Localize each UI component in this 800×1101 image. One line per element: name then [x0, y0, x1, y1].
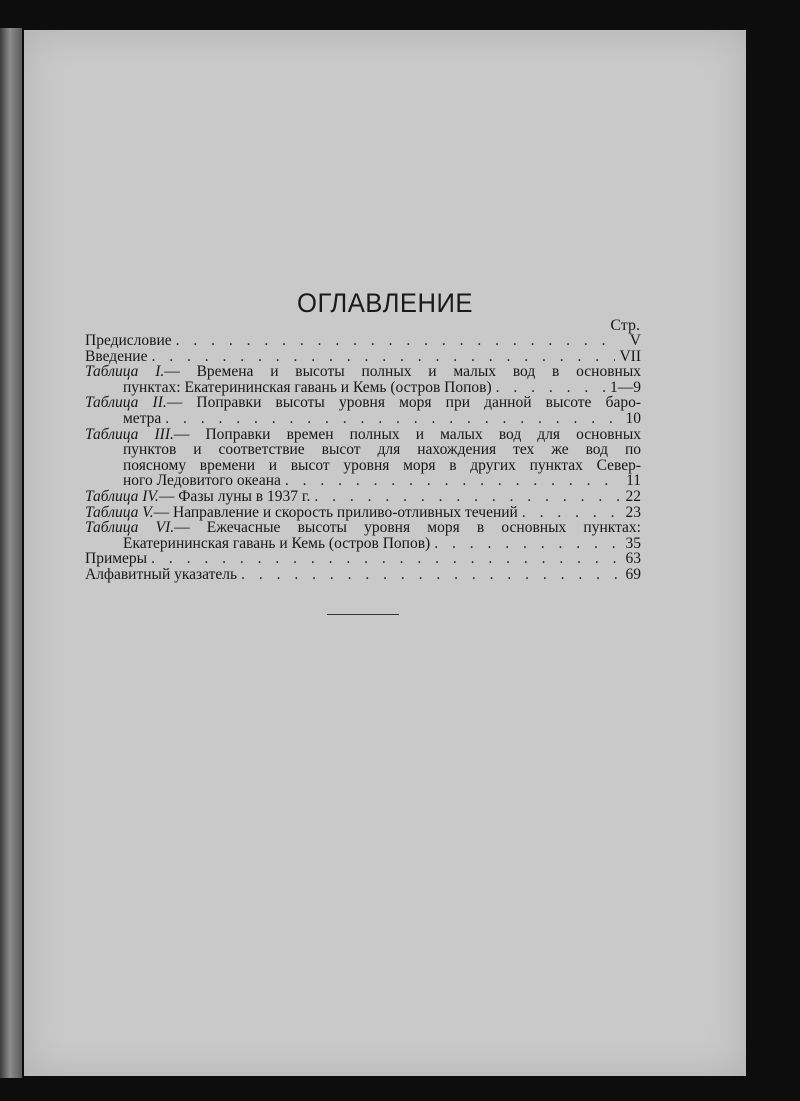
toc-entry-page: 23: [625, 503, 641, 521]
toc-entry: [85, 489, 641, 505]
toc-entry-line: поясному времени и высот уровня моря в других пунктах Север-: [123, 456, 641, 474]
toc-entry-text: Екатерининская гавань и Кемь (остров Попов): [123, 534, 431, 552]
leader-dots: [176, 333, 619, 349]
toc-entry-text: — Времена и высоты полных и малых вод в основных: [164, 363, 641, 381]
toc-entry-text: Примеры: [85, 550, 148, 568]
toc-entry-line: [85, 411, 641, 427]
leader-dots: [522, 505, 619, 521]
leader-dots: [241, 567, 619, 583]
leader-dots: [285, 473, 619, 489]
leader-dots: [434, 536, 619, 552]
toc-entry: [85, 551, 641, 567]
leader-dots: [314, 489, 619, 505]
toc-entry-label: Таблица III.: [85, 425, 174, 443]
toc-entry: [85, 349, 641, 365]
toc-entry: [85, 505, 641, 521]
book-spine: [0, 28, 22, 1078]
toc-entry-line: [85, 473, 641, 489]
toc-entry-text: — Поправки времен полных и малых вод для основных: [173, 425, 641, 443]
toc-entry-text: Предисловие: [85, 332, 172, 349]
toc-entry-line: [85, 380, 641, 396]
toc-entry-text: — Фазы луны в 1937 г.: [158, 487, 311, 505]
toc-entry-heading: [85, 505, 518, 521]
leader-dots: [496, 380, 606, 396]
toc-entry-page: VII: [619, 347, 641, 365]
toc-entry-text: Введение: [85, 347, 148, 365]
toc-entry-page: 63: [625, 550, 641, 568]
toc-entry-page: 11: [626, 472, 641, 490]
toc-entry-text: ного Ледовитого океана: [123, 472, 281, 490]
toc-entry-label: Таблица I.: [85, 363, 165, 381]
toc-entry-text: пунктах: Екатерининская гавань и Кемь (остров Попов): [123, 378, 492, 396]
toc-entry-page: 10: [625, 409, 641, 427]
leader-dots: [151, 551, 619, 567]
toc-entry-label: Таблица VI.: [85, 519, 175, 537]
toc-entry: [85, 427, 641, 489]
toc-entry-page: 35: [625, 534, 641, 552]
toc-entry-line: пунктов и соответствие высот для нахождения тех же вод по: [123, 441, 641, 459]
toc-entry: [85, 395, 641, 426]
leader-dots: [151, 349, 615, 365]
toc-entry-page: 1—9: [610, 378, 641, 396]
toc-entry-line: [85, 364, 641, 380]
leader-dots: [165, 411, 619, 427]
toc-entry-label: Таблица IV.: [85, 487, 159, 505]
toc-entry: [85, 364, 641, 395]
toc-entry-heading: [85, 489, 310, 505]
toc-entry-line: [85, 427, 641, 443]
toc-entry-text: — Направление и скорость приливо-отливных течений: [153, 503, 518, 521]
document-page: [24, 30, 746, 1076]
toc-entry-label: Таблица V.: [85, 503, 154, 521]
toc-entry-page: 22: [625, 487, 641, 505]
toc-entry-line: [85, 520, 641, 536]
toc-entry-page: 69: [625, 565, 641, 583]
page-column-header: Стр.: [610, 317, 640, 334]
toc-entry: [85, 520, 641, 551]
page-title: ОГЛАВЛЕНИЕ: [297, 288, 473, 318]
toc-entry-label: Таблица II.: [85, 394, 167, 412]
table-of-contents: [85, 333, 641, 583]
toc-entry-page: V: [629, 332, 641, 349]
toc-entry-line: [85, 536, 641, 552]
divider-rule: [327, 614, 399, 615]
toc-entry: [85, 567, 641, 583]
toc-entry-text: — Поправки высоты уровня моря при данной высоте баро-: [166, 394, 641, 412]
toc-entry-line: [85, 395, 641, 411]
toc-entry-text: Алфавитный указатель: [85, 565, 238, 583]
toc-entry-text: — Ежечасные высоты уровня моря в основных пунктах:: [174, 519, 641, 537]
toc-entry-text: метра: [123, 409, 162, 427]
toc-entry: [85, 333, 641, 349]
